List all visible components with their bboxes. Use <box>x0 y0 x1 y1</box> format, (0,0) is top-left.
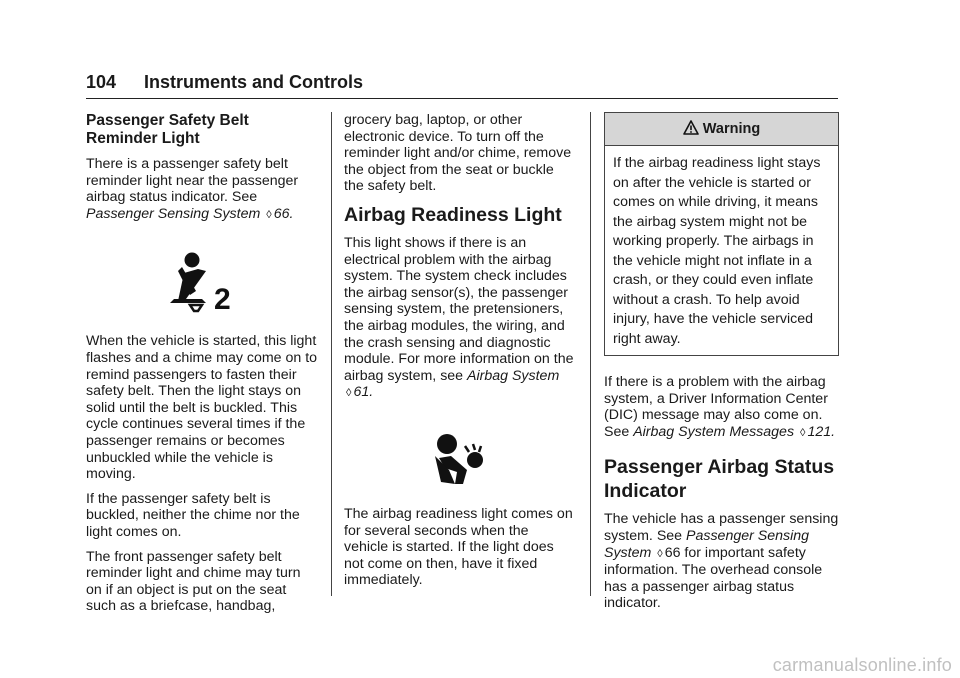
column-3 <box>604 112 839 620</box>
passenger-airbag-heading: Passenger Airbag Status Indicator <box>604 456 835 503</box>
reference-page[interactable]: 66 <box>273 205 290 222</box>
column-divider <box>590 112 591 596</box>
warning-box <box>604 112 839 356</box>
page-reference-icon: ◊ <box>657 547 663 560</box>
seatbelt-paragraph-2: When the vehicle is started, this light flashes and a chime may come on to remind passengers to fasten their safety belt. Then the light stays on solid until the belt is buckled. This cycle continues several times if the passenger remains or becomes unbuckled while the vehicle is moving. <box>86 333 318 483</box>
warning-header <box>605 113 838 146</box>
column-1 <box>86 112 318 623</box>
seatbelt-heading: Passenger Safety Belt Reminder Light <box>86 112 249 147</box>
seatbelt-reminder-icon <box>162 251 242 313</box>
page-reference-icon: ◊ <box>346 387 352 400</box>
page-header <box>86 68 838 99</box>
seatbelt-icon-label: 2 <box>214 283 231 314</box>
dic-message-paragraph: If there is a problem with the airbag system, a Driver Information Center (DIC) message may also come on. See Airbag System Messages ◊ 121. <box>604 374 836 440</box>
airbag-readiness-heading: Airbag Readiness Light <box>344 203 562 226</box>
cross-reference-link[interactable]: Airbag System <box>467 367 560 384</box>
reference-page[interactable]: 66 <box>664 544 681 561</box>
seatbelt-continued: grocery bag, laptop, or other electronic device. To turn off the reminder light and/or chime, remove the object from the seat or buckle the safety belt. <box>344 112 572 195</box>
watermark: carmanualsonline.info <box>772 655 952 675</box>
airbag-readiness-intro: This light shows if there is an electrical problem with the airbag system. The system check includes the airbag sensor(s), the passenger sensing system, the pretensioners, the airbag modules, the wiring, and the crash sensing and diagnostic module. For more information on the airbag system, see Airbag System ◊ 61. <box>344 234 574 401</box>
warning-body <box>605 146 838 355</box>
section-title: Instruments and Controls <box>144 72 364 92</box>
cross-reference-link[interactable]: Passenger Sensing System <box>86 205 261 222</box>
warning-triangle-icon <box>683 120 699 136</box>
airbag-readiness-icon <box>431 430 489 486</box>
page-number: 104 <box>86 72 117 92</box>
seatbelt-intro: There is a passenger safety belt reminder light near the passenger airbag status indicator. See Passenger Sensing System ◊ 66. <box>86 156 299 222</box>
warning-text: If the airbag readiness light stays on after the vehicle is started or comes on while driving, it means the airbag system might not be working properly. The airbags in the vehicle might not inflate in a crash, or they could even inflate without a crash. To help avoid injury, have the vehicle serviced right away. <box>613 155 821 347</box>
page-reference-icon: ◊ <box>266 208 272 221</box>
column-divider <box>331 112 332 596</box>
reference-page[interactable]: 121 <box>807 423 832 440</box>
seatbelt-paragraph-3: If the passenger safety belt is buckled, neither the chime nor the light comes on. <box>86 490 300 540</box>
airbag-readiness-paragraph-2: The airbag readiness light comes on for several seconds when the vehicle is started. If the light does not come on then, have it fixed immediately. <box>344 505 573 589</box>
seatbelt-paragraph-4: The front passenger safety belt reminder light and chime may turn on if an object is put on the seat such as a briefcase, handbag, <box>86 548 301 615</box>
warning-title: Warning <box>702 121 761 137</box>
cross-reference-link[interactable]: Passenger Sensing System <box>604 527 810 561</box>
cross-reference-link[interactable]: Airbag System Messages <box>633 423 795 440</box>
page-reference-icon: ◊ <box>800 426 806 439</box>
column-2 <box>344 112 576 597</box>
passenger-airbag-paragraph: The vehicle has a passenger sensing system. See Passenger Sensing System ◊ 66 for important safety information. The overhead console has a passenger airbag status indicator. <box>604 511 839 612</box>
reference-page[interactable]: 61 <box>353 384 370 401</box>
